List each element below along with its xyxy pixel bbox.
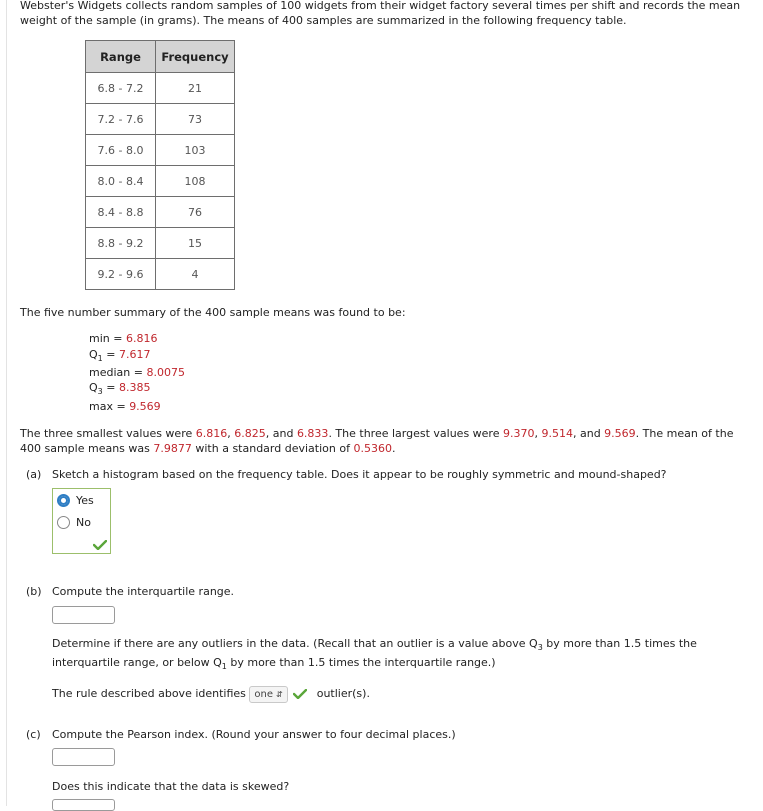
pearson-input[interactable] (52, 748, 115, 766)
outlier-text-line-1 (52, 634, 697, 654)
q3-symbol: Q (529, 637, 538, 650)
smallest-value-2: 6.825 (234, 427, 266, 440)
outlier-count-select[interactable] (249, 686, 287, 703)
text: interquartile range, or below (52, 656, 214, 669)
range-header: Range (86, 41, 156, 73)
min-value: 6.816 (125, 332, 158, 345)
option-no[interactable] (57, 516, 91, 529)
frequency-cell: 73 (156, 104, 235, 135)
part-b-label: (b) (26, 585, 42, 598)
text: , and (265, 427, 297, 440)
text: , (227, 427, 235, 440)
checkmark-icon (293, 689, 307, 699)
q1-value: 7.617 (118, 348, 151, 361)
range-cell: 8.4 - 8.8 (86, 197, 156, 228)
range-cell: 6.8 - 7.2 (86, 73, 156, 104)
min-label: min = (89, 332, 126, 345)
mean-value: 7.9877 (153, 442, 192, 455)
text: Determine if there are any outliers in the data. (Recall that an outlier is a value above (52, 637, 530, 650)
smallest-value-1: 6.816 (195, 427, 228, 440)
range-cell: 7.6 - 8.0 (86, 135, 156, 166)
q1-subscript: 1 (221, 662, 227, 671)
table-row (86, 73, 235, 104)
text: with a standard deviation of (191, 442, 354, 455)
median-label: median = (89, 366, 147, 379)
part-a-label: (a) (26, 468, 42, 481)
frequency-cell: 21 (156, 73, 235, 104)
rule-prefix: The rule described above identifies (52, 687, 250, 700)
intro-line-2: weight of the sample (in grams). The means of 400 samples are summarized in the following frequency table. (20, 14, 627, 27)
q3-value: 8.385 (118, 381, 151, 394)
table-row (86, 135, 235, 166)
max-label: max = (89, 400, 130, 413)
median-value: 8.0075 (146, 366, 185, 379)
checkmark-icon (93, 540, 107, 550)
text: . The mean of the (635, 427, 734, 440)
largest-value-3: 9.569 (604, 427, 636, 440)
table-row (86, 259, 235, 290)
table-row (86, 197, 235, 228)
text: 400 sample means was (20, 442, 154, 455)
option-no-label: No (76, 516, 91, 529)
range-cell: 7.2 - 7.6 (86, 104, 156, 135)
rule-suffix: outlier(s). (316, 687, 370, 700)
text: by more than 1.5 times the interquartile range.) (226, 656, 496, 669)
q3-subscript: 3 (537, 643, 543, 652)
text: The three smallest values were (20, 427, 196, 440)
part-c-label: (c) (26, 728, 41, 741)
outlier-text-line-2 (52, 653, 496, 673)
text: , (534, 427, 542, 440)
part-b-question: Compute the interquartile range. (52, 585, 235, 598)
smallest-value-3: 6.833 (296, 427, 329, 440)
frequency-cell: 103 (156, 135, 235, 166)
skew-answer-box[interactable] (52, 799, 115, 811)
sd-value: 0.5360 (353, 442, 392, 455)
outlier-rule-line (52, 684, 370, 703)
q1-equals: = (102, 348, 119, 361)
q3-subscript: 3 (97, 387, 103, 396)
largest-value-1: 9.370 (502, 427, 535, 440)
q1-subscript: 1 (97, 354, 103, 363)
frequency-cell: 15 (156, 228, 235, 259)
q1-label: Q (89, 348, 98, 361)
chevron-updown-icon: ⇵ (276, 689, 283, 699)
frequency-cell: 4 (156, 259, 235, 290)
summary-intro: The five number summary of the 400 sample means was found to be: (20, 306, 406, 319)
table-row (86, 104, 235, 135)
frequency-cell: 76 (156, 197, 235, 228)
range-cell: 9.2 - 9.6 (86, 259, 156, 290)
summary-q1 (89, 345, 150, 365)
summary-q3 (89, 378, 150, 398)
table-row (86, 228, 235, 259)
frequency-table (85, 40, 235, 290)
max-value: 9.569 (129, 400, 161, 413)
q1-symbol: Q (213, 656, 222, 669)
text: . (391, 442, 396, 455)
table-row (86, 166, 235, 197)
radio-no[interactable] (57, 516, 70, 529)
text: , and (572, 427, 605, 440)
q3-equals: = (102, 381, 119, 394)
frequency-header: Frequency (156, 41, 235, 73)
intro-line-1: Webster's Widgets collects random samples of 100 widgets from their widget factory several times per shift and records the mean (20, 0, 741, 12)
range-cell: 8.0 - 8.4 (86, 166, 156, 197)
iqr-input[interactable] (52, 606, 115, 624)
text: . The three largest values were (328, 427, 503, 440)
q3-label: Q (89, 381, 98, 394)
range-cell: 8.8 - 9.2 (86, 228, 156, 259)
left-border (6, 0, 7, 806)
part-c-question: Compute the Pearson index. (Round your answer to four decimal places.) (52, 728, 456, 741)
frequency-cell: 108 (156, 166, 235, 197)
radio-yes[interactable] (57, 494, 70, 507)
skew-question: Does this indicate that the data is skewed? (52, 780, 290, 793)
option-yes-label: Yes (76, 494, 94, 507)
option-yes[interactable] (57, 494, 94, 507)
extremes-line-2 (20, 439, 395, 458)
answer-box-a (52, 488, 111, 554)
table-header-row (86, 41, 235, 73)
select-value: one (254, 688, 274, 700)
largest-value-2: 9.514 (541, 427, 573, 440)
summary-max (89, 397, 161, 416)
text: by more than 1.5 times the (542, 637, 697, 650)
part-a-question: Sketch a histogram based on the frequency table. Does it appear to be roughly symmetric and mound-shaped? (52, 468, 667, 481)
